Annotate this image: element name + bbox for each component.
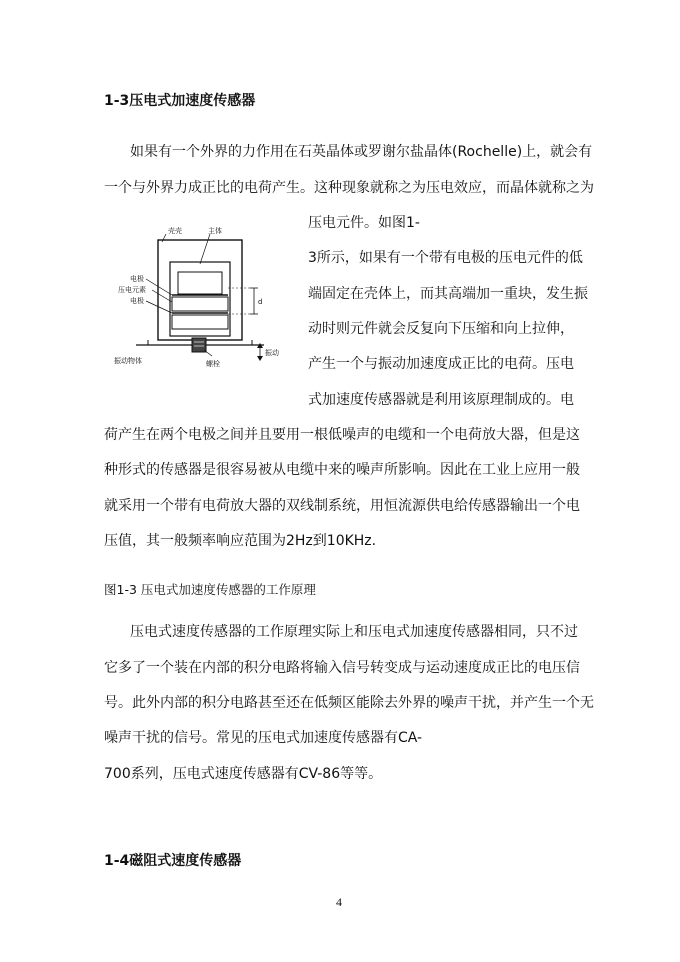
label-shell: 壳壳	[168, 227, 182, 235]
shell-outline	[158, 240, 242, 340]
label-vibrating-object: 振动物体	[114, 357, 142, 365]
paragraph-line: 压电式速度传感器的工作原理实际上和压电式加速度传感器相同，只不过	[130, 624, 578, 640]
paragraph-line: 端固定在壳体上，而其高端加一重块，发生振	[308, 286, 588, 302]
body-outline	[170, 262, 230, 336]
page-number: 4	[336, 895, 342, 909]
bolt-icon	[192, 338, 206, 352]
label-vibration: 振动	[265, 349, 279, 357]
paragraph-line: 一个与外界力成正比的电荷产生。这种现象就称之为压电效应，而晶体就称之为	[104, 180, 594, 196]
paragraph-line: 压值，其一般频率响应范围为2Hz到10KHz.	[104, 533, 377, 549]
paragraph-line: 号。此外内部的积分电路甚至还在低频区能除去外界的噪声干扰，并产生一个无	[104, 695, 594, 711]
accelerometer-diagram	[108, 222, 298, 372]
paragraph-line: 产生一个与振动加速度成正比的电荷。压电	[308, 356, 574, 372]
piezo-element	[172, 297, 228, 311]
figure-caption: 图1-3 压电式加速度传感器的工作原理	[104, 582, 316, 597]
section-heading-1-3: 1-3压电式加速度传感器	[104, 93, 256, 109]
section-heading-1-4: 1-4磁阻式速度传感器	[104, 853, 242, 869]
paragraph-line: 式加速度传感器就是利用该原理制成的。电	[308, 392, 574, 408]
paragraph-line: 动时则元件就会反复向下压缩和向上拉伸，	[308, 321, 574, 337]
label-electrode-top: 电极	[130, 275, 144, 283]
paragraph-line: 荷产生在两个电极之间并且要用一根低噪声的电缆和一个电荷放大器，但是这	[104, 427, 580, 443]
base-layer	[172, 315, 228, 329]
paragraph-line: 噪声干扰的信号。常见的压电式加速度传感器有CA-	[104, 730, 423, 746]
label-electrode-bottom: 电极	[130, 297, 144, 305]
paragraph-line: 3所示，如果有一个带有电极的压电元件的低	[308, 250, 583, 266]
paragraph-line: 它多了一个装在内部的积分电路将输入信号转变成与运动速度成正比的电压信	[104, 660, 580, 676]
label-body: 主体	[208, 227, 222, 235]
paragraph-line: 700系列，压电式速度传感器有CV-86等等。	[104, 766, 383, 782]
paragraph-line: 如果有一个外界的力作用在石英晶体或罗谢尔盐晶体(Rochelle)上，就会有	[130, 144, 593, 160]
paragraph-line: 就采用一个带有电荷放大器的双线制系统，用恒流源供电给传感器输出一个电	[104, 498, 580, 514]
label-piezo-element: 压电元素	[118, 286, 146, 294]
paragraph-line: 压电元件。如图1-	[308, 215, 420, 231]
mass-block	[178, 272, 222, 294]
paragraph-line: 种形式的传感器是很容易被从电缆中来的噪声所影响。因此在工业上应用一般	[104, 462, 580, 478]
label-dimension-d: d	[258, 298, 263, 306]
label-bolt: 螺栓	[206, 360, 220, 368]
